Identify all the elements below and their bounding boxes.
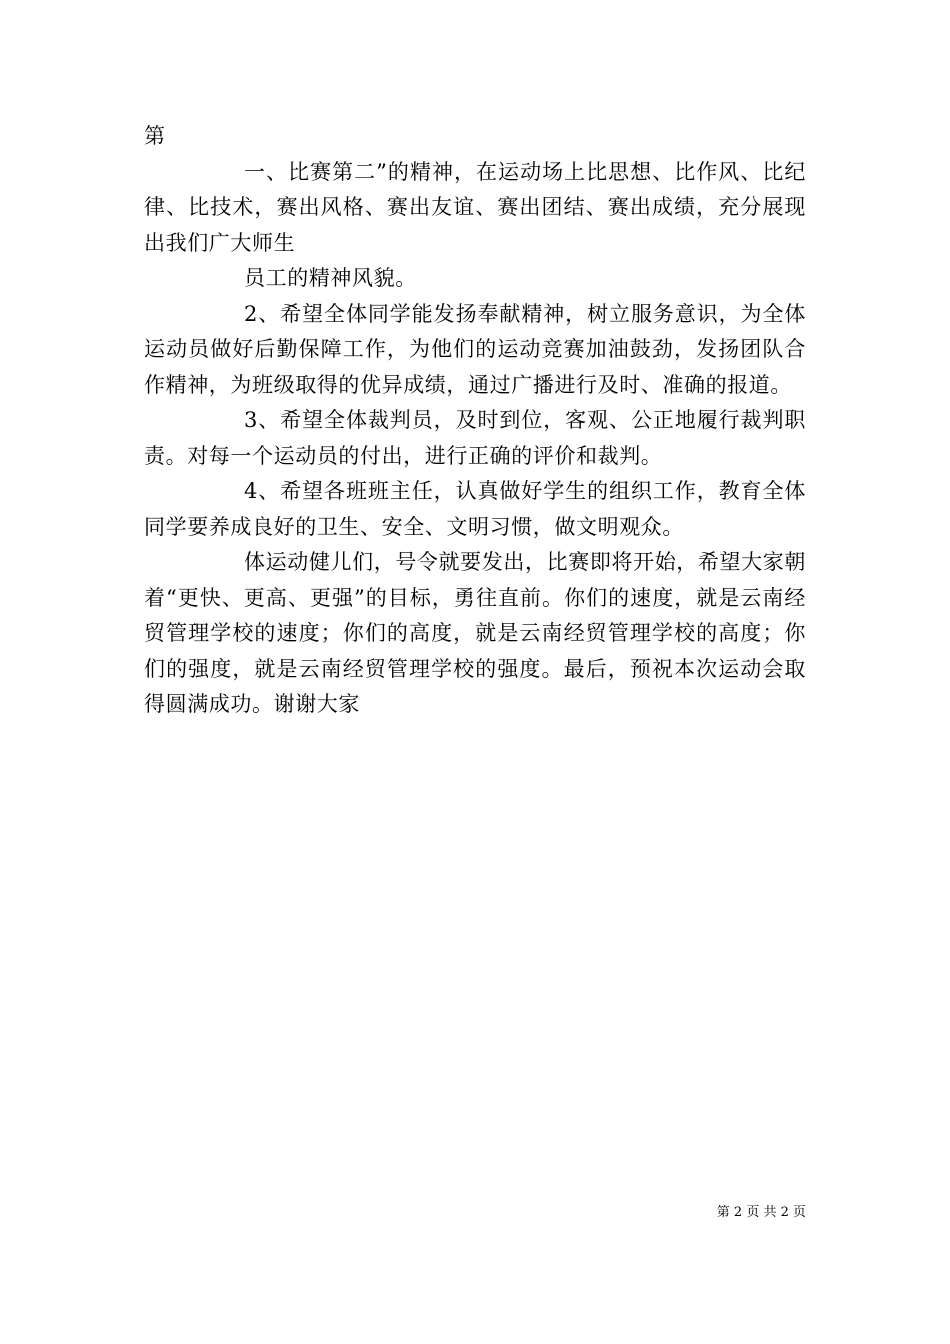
paragraph-spirit: 一、比赛第二”的精神，在运动场上比思想、比作风、比纪律、比技术，赛出风格、赛出友谊、赛出团结、赛出成绩，充分展现出我们广大师生 [144, 159, 806, 255]
document-body [144, 119, 806, 723]
paragraph-spirit-continued: 员工的精神风貌。 [244, 266, 417, 290]
page-number-footer: 第 2 页 共 2 页 [716, 1205, 806, 1220]
paragraph-closing: 体运动健儿们，号令就要发出，比赛即将开始，希望大家朝着“更快、更高、更强”的目标，勇往直前。你们的速度，就是云南经贸管理学校的速度；你们的高度，就是云南经贸管理学校的高度；你们的强度，就是云南经贸管理学校的强度。最后，预祝本次运动会取得圆满成功。谢谢大家 [144, 550, 806, 716]
paragraph-referees: 3、希望全体裁判员，及时到位，客观、公正地履行裁判职责。对每一个运动员的付出，进行正确的评价和裁判。 [144, 408, 806, 468]
paragraph-class-teachers: 4、希望各班班主任，认真做好学生的组织工作，教育全体同学要养成良好的卫生、安全、文明习惯，做文明观众。 [144, 479, 806, 539]
paragraph-fragment: 第 [144, 124, 166, 148]
paragraph-students: 2、希望全体同学能发扬奉献精神，树立服务意识，为全体运动员做好后勤保障工作，为他们的运动竞赛加油鼓劲，发扬团队合作精神，为班级取得的优异成绩，通过广播进行及时、准确的报道。 [144, 301, 806, 397]
